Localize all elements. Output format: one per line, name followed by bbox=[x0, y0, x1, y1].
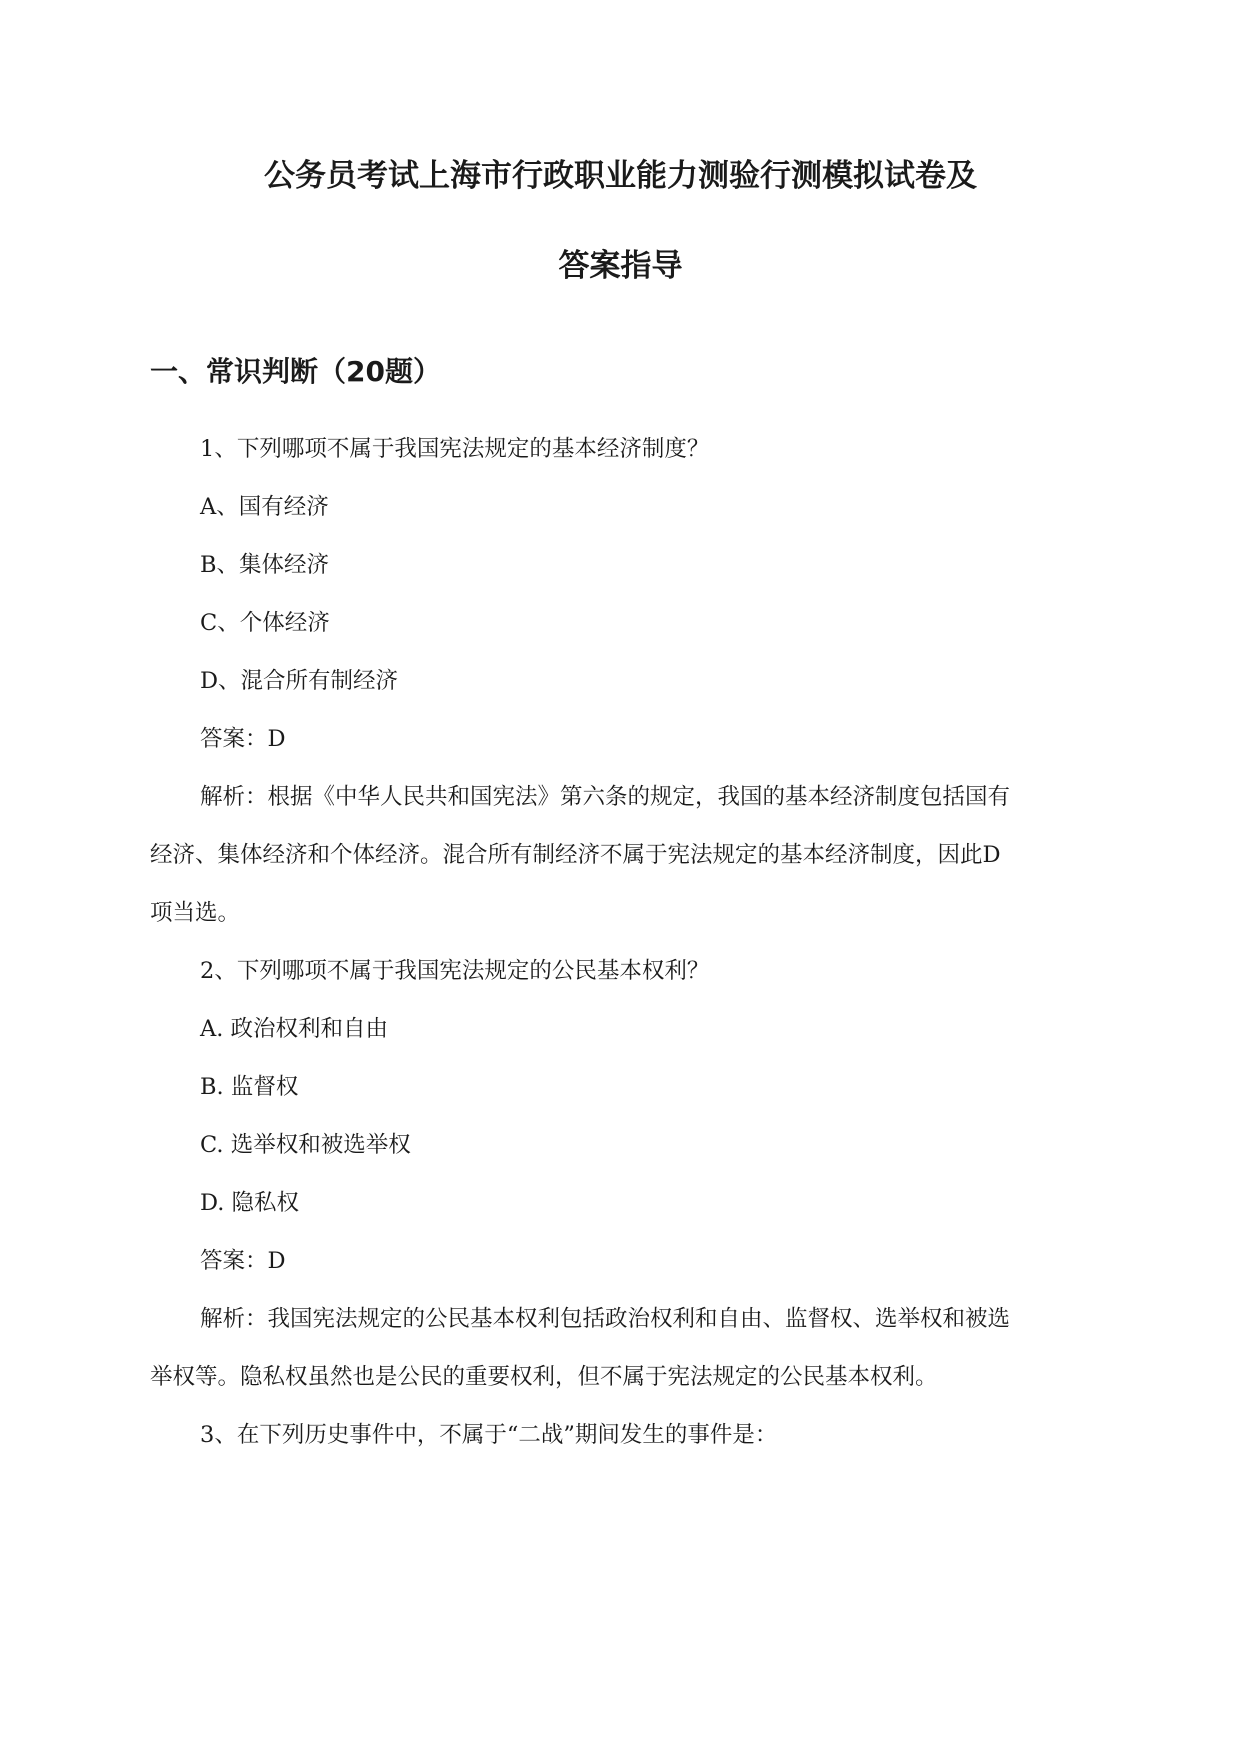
section-heading: 一、常识判断（20题） bbox=[150, 355, 441, 388]
question-2-analysis-line-1: 解析：我国宪法规定的公民基本权利包括政治权利和自由、监督权、选举权和被选 bbox=[200, 1306, 1011, 1332]
question-1-analysis-line-1: 解析：根据《中华人民共和国宪法》第六条的规定，我国的基本经济制度包括国有 bbox=[200, 784, 1011, 810]
question-1-option-a: A、国有经济 bbox=[200, 494, 329, 520]
question-2-option-b: B. 监督权 bbox=[200, 1074, 299, 1100]
question-3-stem: 3、在下列历史事件中，不属于“二战”期间发生的事件是： bbox=[200, 1422, 778, 1448]
document-title-line-1: 公务员考试上海市行政职业能力测验行测模拟试卷及 bbox=[264, 158, 977, 194]
question-1-option-b: B、集体经济 bbox=[200, 552, 330, 578]
question-1-analysis-line-3: 项当选。 bbox=[150, 900, 241, 926]
question-2-option-c: C. 选举权和被选举权 bbox=[200, 1132, 411, 1158]
question-1-answer: 答案：D bbox=[200, 726, 286, 752]
document-title-line-2: 答案指导 bbox=[558, 248, 683, 284]
question-2-option-d: D. 隐私权 bbox=[200, 1190, 300, 1216]
question-2-stem: 2、下列哪项不属于我国宪法规定的公民基本权利？ bbox=[200, 958, 710, 984]
question-1-analysis-line-2: 经济、集体经济和个体经济。混合所有制经济不属于宪法规定的基本经济制度，因此D bbox=[150, 842, 1001, 868]
question-1-option-c: C、个体经济 bbox=[200, 610, 330, 636]
question-2-analysis-line-2: 举权等。隐私权虽然也是公民的重要权利，但不属于宪法规定的公民基本权利。 bbox=[150, 1364, 938, 1390]
question-2-option-a: A. 政治权利和自由 bbox=[200, 1016, 389, 1042]
question-1-option-d: D、混合所有制经济 bbox=[200, 668, 399, 694]
question-1-stem: 1、下列哪项不属于我国宪法规定的基本经济制度？ bbox=[200, 436, 710, 462]
question-2-answer: 答案：D bbox=[200, 1248, 286, 1274]
